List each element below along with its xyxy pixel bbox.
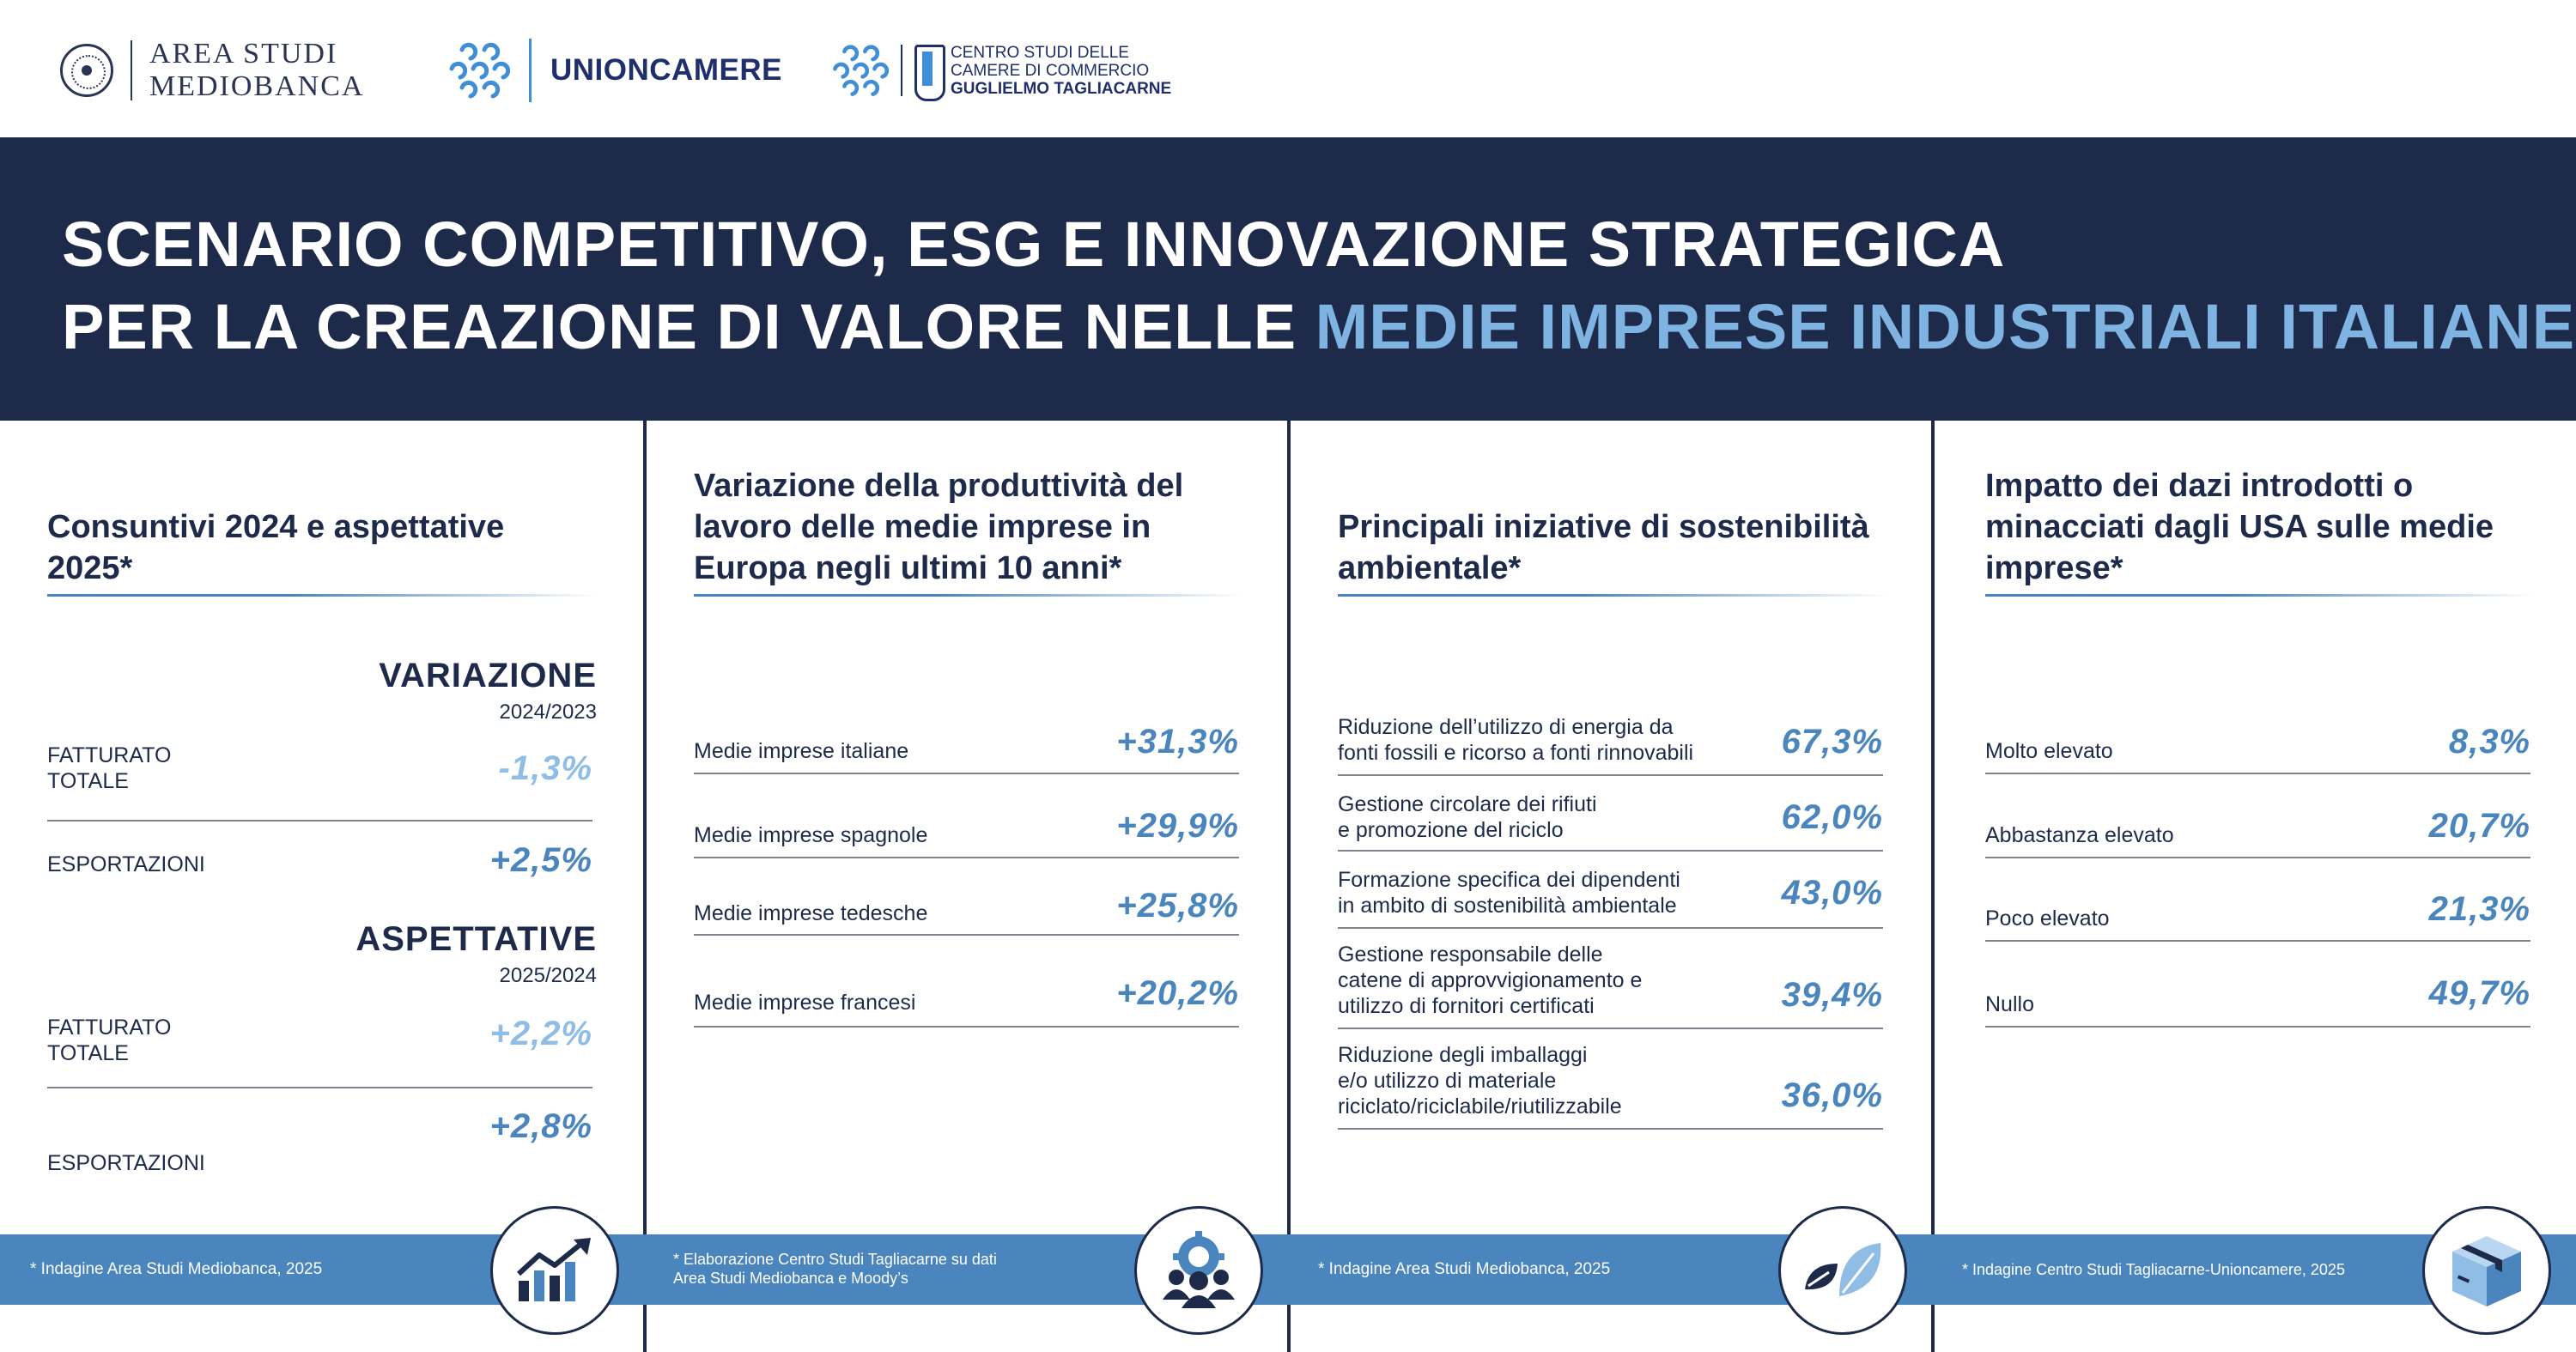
row-label bbox=[1338, 714, 1693, 766]
footer-bar bbox=[0, 1234, 2576, 1305]
banner-title-prefix: PER LA CREAZIONE DI VALORE NELLE bbox=[62, 291, 1315, 362]
row-label-line2: TOTALE bbox=[47, 769, 129, 793]
table-row bbox=[694, 807, 1239, 858]
table-row bbox=[47, 1015, 592, 1088]
table-row bbox=[1985, 807, 2530, 858]
row-value: +2,5% bbox=[489, 841, 592, 879]
growth-chart-icon bbox=[490, 1206, 619, 1335]
tagliacarne-logo bbox=[829, 36, 1171, 105]
row-value: +29,9% bbox=[1116, 807, 1239, 845]
footnote-panel4: * Indagine Centro Studi Tagliacarne-Unioncamere, 2025 bbox=[1962, 1261, 2345, 1278]
table-row bbox=[1338, 942, 1883, 1029]
title-banner bbox=[0, 137, 2576, 421]
row-label-line1: Riduzione dell’utilizzo di energia da bbox=[1338, 715, 1674, 739]
title-underline bbox=[694, 594, 1243, 597]
row-label-line1: Formazione specifica dei dipendenti bbox=[1338, 868, 1680, 892]
row-value: +2,8% bbox=[489, 1107, 592, 1145]
unioncamere-logo bbox=[445, 36, 782, 105]
team-gear-icon bbox=[1134, 1206, 1263, 1335]
section-aspettative bbox=[355, 920, 597, 988]
table-row bbox=[1985, 723, 2530, 774]
column-divider bbox=[1287, 421, 1291, 1352]
row-value: 62,0% bbox=[1781, 798, 1883, 836]
logo-divider bbox=[131, 40, 132, 100]
logo-bar bbox=[0, 0, 2576, 137]
row-label-line1: Gestione responsabile delle bbox=[1338, 943, 1603, 967]
row-value: 49,7% bbox=[2428, 974, 2530, 1012]
row-label-line3: riciclato/riciclabile/riutilizzabile bbox=[1338, 1094, 1622, 1119]
mediobanca-line2: MEDIOBANCA bbox=[149, 70, 365, 102]
row-label-line1: Riduzione degli imballaggi bbox=[1338, 1043, 1588, 1067]
panel-dazi bbox=[1985, 421, 2535, 1236]
footnote-panel3: * Indagine Area Studi Mediobanca, 2025 bbox=[1318, 1260, 1611, 1278]
section-period: 2025/2024 bbox=[499, 964, 597, 987]
row-label-line2: TOTALE bbox=[47, 1041, 129, 1065]
mediobanca-seal-icon bbox=[60, 44, 113, 97]
row-label-line1: FATTURATO bbox=[47, 743, 172, 767]
tagliacarne-line1: CENTRO STUDI DELLE bbox=[951, 43, 1129, 62]
row-label: ESPORTAZIONI bbox=[47, 852, 205, 876]
row-label-line2: in ambito di sostenibilità ambientale bbox=[1338, 894, 1677, 918]
footnote-line1: * Elaborazione Centro Studi Tagliacarne su dati bbox=[673, 1251, 997, 1268]
column-divider bbox=[1931, 421, 1935, 1352]
panel-title: Variazione della produttività del lavoro delle medie imprese in Europa negli ultimi 10 anni* bbox=[694, 468, 1184, 586]
row-label-line1: Gestione circolare dei rifiuti bbox=[1338, 792, 1597, 816]
unioncamere-mark-icon bbox=[445, 38, 510, 103]
row-label: Molto elevato bbox=[1985, 739, 2113, 763]
table-row bbox=[1985, 890, 2530, 942]
section-heading: VARIAZIONE bbox=[379, 657, 597, 694]
title-underline bbox=[1985, 594, 2535, 597]
table-row bbox=[1338, 867, 1883, 929]
table-row bbox=[47, 1107, 592, 1185]
row-value: +20,2% bbox=[1116, 974, 1239, 1012]
title-underline bbox=[1338, 594, 1887, 597]
column-divider bbox=[643, 421, 647, 1352]
footnote-line2: Area Studi Mediobanca e Moody’s bbox=[673, 1270, 908, 1287]
table-row bbox=[47, 841, 592, 893]
row-label bbox=[1338, 1042, 1622, 1119]
row-label bbox=[47, 1015, 171, 1066]
tagliacarne-line2: CAMERE DI COMMERCIO bbox=[951, 61, 1150, 80]
section-variazione bbox=[379, 657, 597, 725]
row-label-line2: e promozione del riciclo bbox=[1338, 818, 1564, 842]
row-label: Medie imprese spagnole bbox=[694, 823, 928, 847]
row-value: 21,3% bbox=[2428, 890, 2530, 928]
row-label bbox=[1338, 942, 1642, 1019]
banner-title-highlight: MEDIE IMPRESE INDUSTRIALI ITALIANE bbox=[1315, 291, 2576, 362]
row-label bbox=[1338, 867, 1680, 919]
row-label-line1: FATTURATO bbox=[47, 1016, 172, 1040]
table-row bbox=[1338, 1042, 1883, 1130]
row-label: Abbastanza elevato bbox=[1985, 823, 2174, 847]
table-row bbox=[1338, 791, 1883, 852]
row-value: 20,7% bbox=[2428, 807, 2530, 845]
unioncamere-mark-icon bbox=[829, 40, 889, 100]
row-value: 67,3% bbox=[1781, 723, 1883, 761]
tagliacarne-logo-text bbox=[951, 44, 1171, 98]
panel-title: Principali iniziative di sostenibilità ambientale* bbox=[1338, 509, 1869, 586]
logo-divider bbox=[901, 45, 902, 96]
table-row bbox=[1985, 974, 2530, 1028]
leaves-icon bbox=[1778, 1206, 1907, 1335]
row-value: +31,3% bbox=[1116, 723, 1239, 761]
footnote-panel2 bbox=[673, 1250, 997, 1288]
footnote-panel1: * Indagine Area Studi Mediobanca, 2025 bbox=[30, 1260, 323, 1278]
mediobanca-logo bbox=[60, 36, 364, 105]
banner-title-line2 bbox=[62, 290, 2575, 363]
panel-title: Consuntivi 2024 e aspettative 2025* bbox=[47, 509, 505, 586]
panel-title: Impatto dei dazi introdotti o minacciati dagli USA sulle medie imprese* bbox=[1985, 468, 2494, 586]
unioncamere-logo-text: UNIONCAMERE bbox=[550, 53, 782, 87]
row-value: +2,2% bbox=[489, 1015, 592, 1052]
panel-sostenibilita bbox=[1338, 421, 1887, 1236]
logo-divider bbox=[529, 39, 532, 102]
row-label bbox=[47, 743, 171, 794]
row-label: Medie imprese francesi bbox=[694, 991, 916, 1015]
row-value: +25,8% bbox=[1116, 887, 1239, 925]
tagliacarne-mark-icon bbox=[914, 45, 940, 96]
panel-consuntivi bbox=[47, 421, 597, 1236]
row-label bbox=[1338, 791, 1597, 843]
table-row bbox=[694, 974, 1239, 1028]
banner-title-line1: SCENARIO COMPETITIVO, ESG E INNOVAZIONE STRATEGICA bbox=[62, 209, 2006, 280]
row-label: Nullo bbox=[1985, 992, 2034, 1016]
row-label-line2: fonti fossili e ricorso a fonti rinnovabili bbox=[1338, 741, 1694, 765]
row-value: 36,0% bbox=[1781, 1076, 1883, 1114]
row-label-line3: utilizzo di fornitori certificati bbox=[1338, 994, 1595, 1018]
row-value: 8,3% bbox=[2448, 723, 2530, 761]
row-value: 39,4% bbox=[1781, 976, 1883, 1014]
panel-produttivita bbox=[694, 421, 1243, 1236]
mediobanca-logo-text bbox=[149, 38, 364, 103]
table-row bbox=[694, 723, 1239, 774]
row-label: Medie imprese italiane bbox=[694, 739, 909, 763]
row-label: ESPORTAZIONI bbox=[47, 1151, 205, 1175]
tagliacarne-line3: GUGLIELMO TAGLIACARNE bbox=[951, 79, 1172, 98]
table-row bbox=[694, 887, 1239, 936]
row-label-line2: e/o utilizzo di materiale bbox=[1338, 1069, 1557, 1093]
row-label-line2: catene di approvvigionamento e bbox=[1338, 968, 1643, 992]
mediobanca-line1: AREA STUDI bbox=[149, 38, 338, 70]
row-label: Poco elevato bbox=[1985, 906, 2110, 931]
row-value: -1,3% bbox=[498, 749, 592, 787]
row-value: 43,0% bbox=[1781, 874, 1883, 912]
table-row bbox=[47, 743, 592, 822]
row-label: Medie imprese tedesche bbox=[694, 901, 928, 925]
table-row bbox=[1338, 714, 1883, 776]
title-underline bbox=[47, 594, 597, 597]
section-period: 2024/2023 bbox=[499, 700, 597, 724]
box-icon bbox=[2422, 1206, 2551, 1335]
section-heading: ASPETTATIVE bbox=[355, 920, 597, 958]
